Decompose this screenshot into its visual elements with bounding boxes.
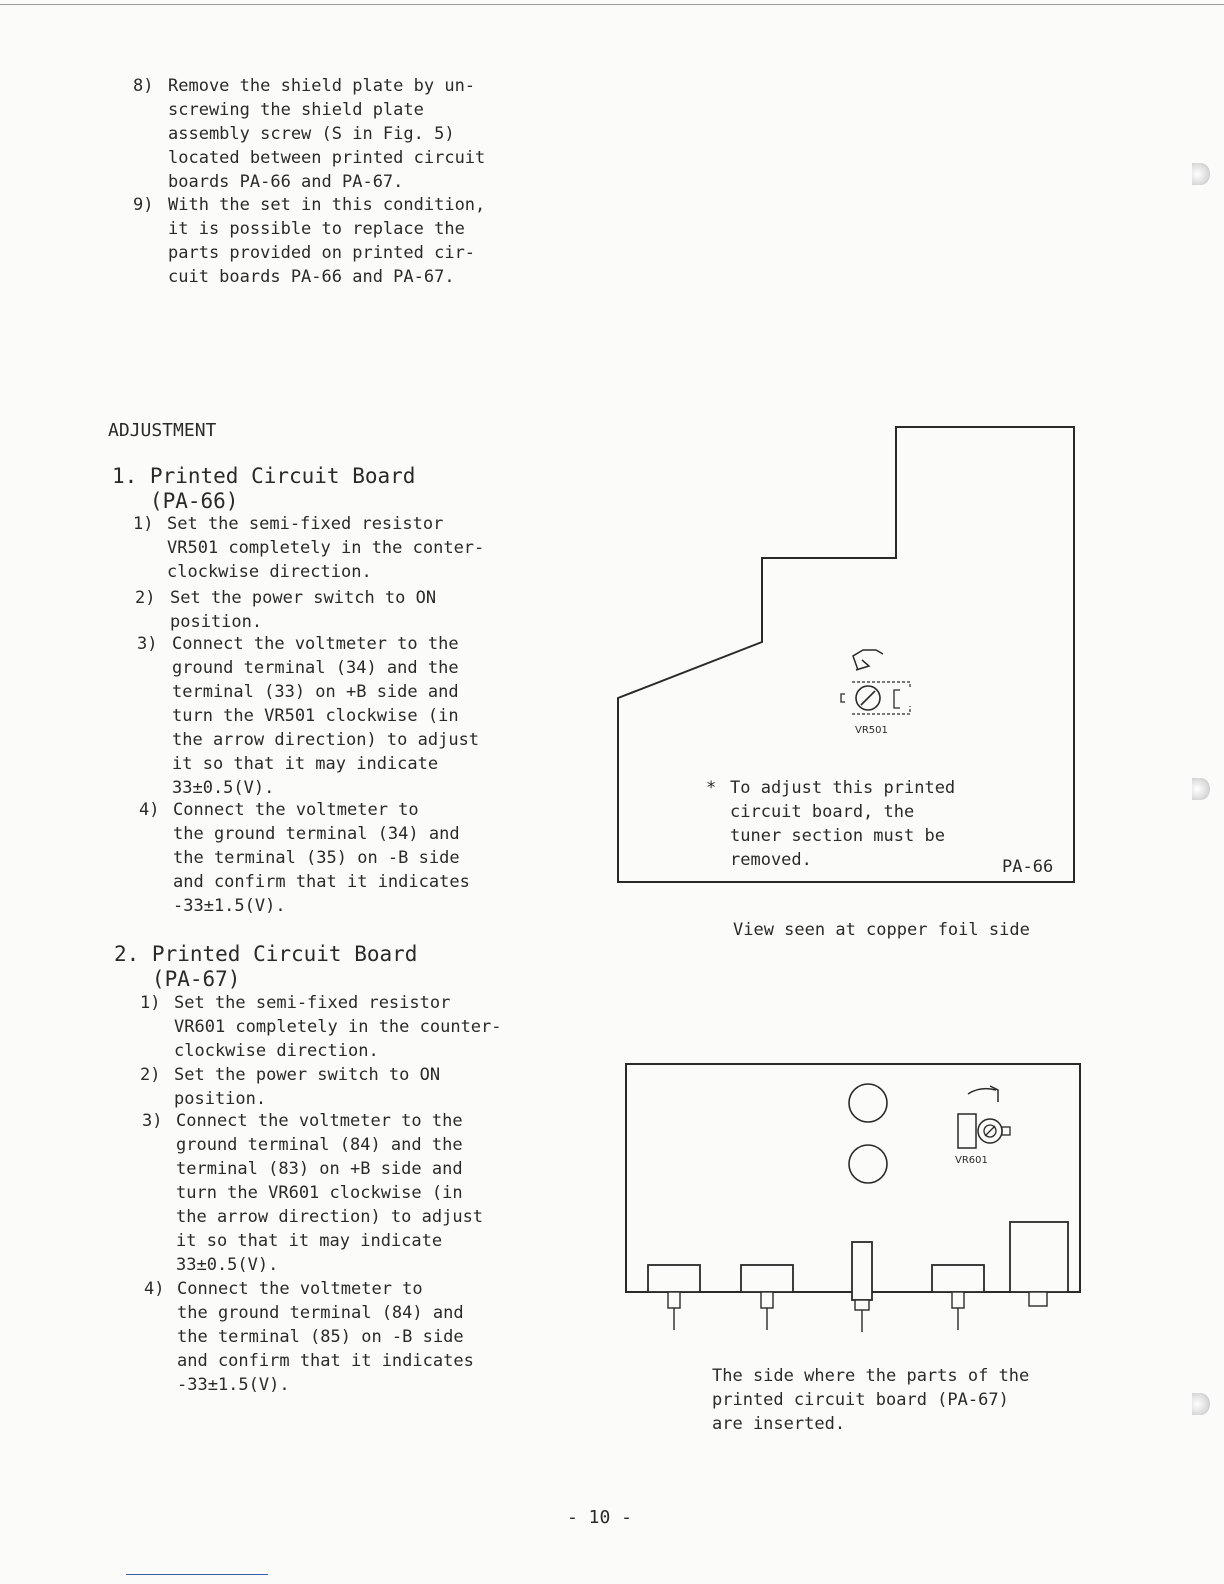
step-number: 3): [137, 634, 158, 654]
text-line: tuner section must be: [730, 826, 945, 846]
text-line: the terminal (35) on -B side: [173, 848, 460, 868]
component-block: [648, 1265, 700, 1292]
text-line: Connect the voltmeter to the: [176, 1111, 463, 1131]
step-number: 1): [140, 993, 161, 1013]
text-line: terminal (33) on +B side and: [172, 682, 459, 702]
step-number: 1): [133, 514, 154, 534]
heading-line: (PA-66): [112, 489, 239, 513]
text-line: the ground terminal (84) and: [177, 1303, 464, 1323]
text-line: position.: [170, 612, 263, 632]
text-line: Connect the voltmeter to: [173, 800, 419, 820]
text-line: it so that it may indicate: [172, 754, 439, 774]
component-block: [932, 1265, 984, 1292]
text-line: are inserted.: [712, 1414, 846, 1434]
adjustment-title: ADJUSTMENT: [108, 420, 217, 441]
text-line: Set the semi-fixed resistor: [174, 993, 451, 1013]
step-number: 8): [133, 76, 154, 96]
text-line: the ground terminal (34) and: [173, 824, 460, 844]
text-line: VR601 completely in the counter-: [174, 1017, 502, 1037]
step-number: 2): [135, 588, 156, 608]
text-line: The side where the parts of the: [712, 1366, 1030, 1386]
text-line: removed.: [730, 850, 812, 870]
text-line: printed circuit board (PA-67): [712, 1390, 1009, 1410]
text-line: it so that it may indicate: [176, 1231, 443, 1251]
text-line: parts provided on printed cir-: [168, 243, 476, 263]
heading-line: 2. Printed Circuit Board: [114, 942, 418, 966]
text-line: and confirm that it indicates: [177, 1351, 474, 1371]
binder-hole-icon: [1192, 1393, 1210, 1415]
text-line: Set the semi-fixed resistor: [167, 514, 444, 534]
binder-hole-icon: [1192, 163, 1210, 185]
hole-icon: [849, 1145, 887, 1183]
text-line: screwing the shield plate: [168, 100, 424, 120]
bottom-rule: [126, 1574, 268, 1575]
component-block: [1010, 1222, 1068, 1292]
text-line: the arrow direction) to adjust: [172, 730, 480, 750]
text-line: 33±0.5(V).: [172, 778, 275, 798]
text-line: located between printed circuit: [168, 148, 486, 168]
binder-hole-icon: [1192, 778, 1210, 800]
text-line: turn the VR501 clockwise (in: [172, 706, 459, 726]
text-line: Connect the voltmeter to the: [172, 634, 459, 654]
text-line: cuit boards PA-66 and PA-67.: [168, 267, 455, 287]
page-number: - 10 -: [567, 1507, 633, 1528]
text-line: position.: [174, 1089, 267, 1109]
vr601-resistor-icon: [958, 1114, 1010, 1148]
component-block: [741, 1265, 793, 1292]
text-line: circuit board, the: [730, 802, 915, 822]
component-leg: [1029, 1292, 1047, 1306]
heading-line: (PA-67): [114, 967, 241, 991]
text-line: the terminal (85) on -B side: [177, 1327, 464, 1347]
text-line: Remove the shield plate by un-: [168, 76, 476, 96]
text-line: turn the VR601 clockwise (in: [176, 1183, 463, 1203]
step-number: 2): [140, 1065, 161, 1085]
pa66-board-label: PA-66: [1002, 857, 1054, 877]
text-line: ground terminal (84) and the: [176, 1135, 463, 1155]
text-line: clockwise direction.: [167, 562, 372, 582]
text-line: To adjust this printed: [730, 778, 956, 798]
text-line: Connect the voltmeter to: [177, 1279, 423, 1299]
text-line: boards PA-66 and PA-67.: [168, 172, 404, 192]
hole-icon: [849, 1084, 887, 1122]
text-line: it is possible to replace the: [168, 219, 465, 239]
text-line: VR501 completely in the conter-: [167, 538, 485, 558]
step-number: 9): [133, 195, 154, 215]
text-line: assembly screw (S in Fig. 5): [168, 124, 455, 144]
pa66-note-star: *: [706, 778, 717, 798]
component-block: [852, 1242, 872, 1300]
figure1-caption: View seen at copper foil side: [733, 920, 1030, 940]
text-line: 33±0.5(V).: [176, 1255, 279, 1275]
parts-row: [648, 1222, 1068, 1332]
component-leg: [668, 1292, 680, 1308]
text-line: and confirm that it indicates: [173, 872, 470, 892]
text-line: With the set in this condition,: [168, 195, 486, 215]
text-line: terminal (83) on +B side and: [176, 1159, 463, 1179]
text-line: Set the power switch to ON: [170, 588, 437, 608]
figure2-caption: [712, 1364, 1029, 1436]
clockwise-arrow-icon: [968, 1086, 998, 1102]
text-line: -33±1.5(V).: [177, 1375, 290, 1395]
text-line: the arrow direction) to adjust: [176, 1207, 484, 1227]
text-line: ground terminal (34) and the: [172, 658, 459, 678]
step-number: 4): [144, 1279, 165, 1299]
text-line: -33±1.5(V).: [173, 896, 286, 916]
step-number: 4): [139, 800, 160, 820]
component-leg: [855, 1300, 869, 1310]
step-number: 3): [142, 1111, 163, 1131]
heading-line: 1. Printed Circuit Board: [112, 464, 416, 488]
vr501-label: VR501: [855, 725, 888, 736]
text-line: Set the power switch to ON: [174, 1065, 441, 1085]
component-leg: [952, 1292, 964, 1308]
text-line: clockwise direction.: [174, 1041, 379, 1061]
vr601-label: VR601: [955, 1155, 988, 1166]
component-leg: [761, 1292, 773, 1308]
